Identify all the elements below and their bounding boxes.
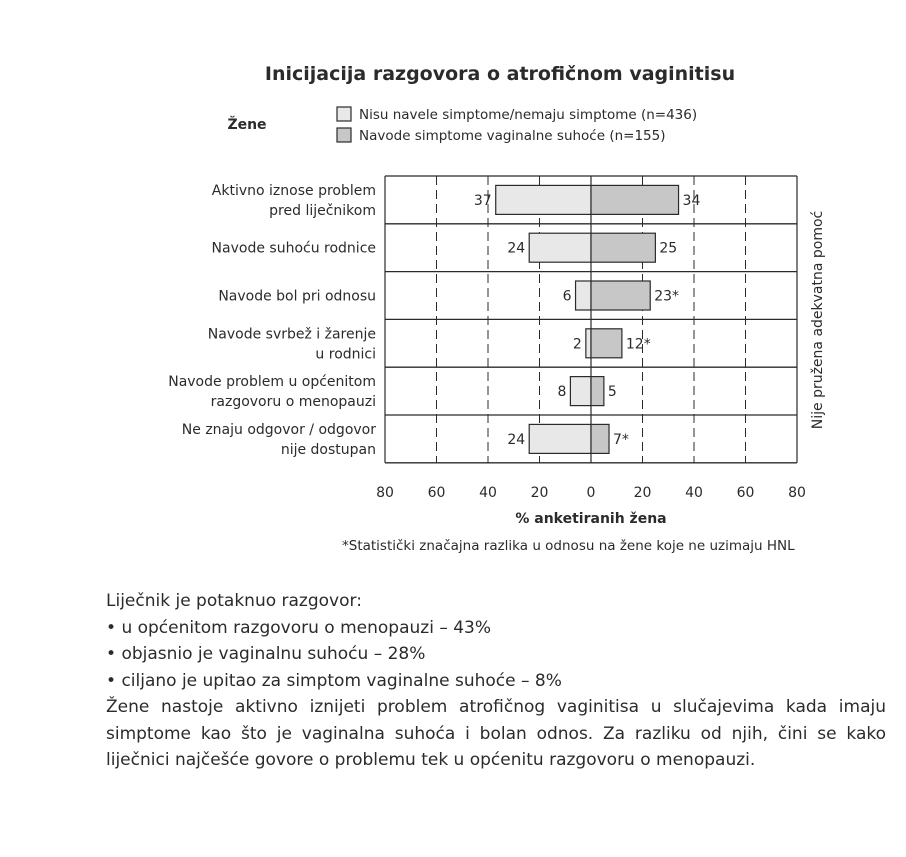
- chart-title: Inicijacija razgovora o atrofičnom vaginitisu: [264, 63, 736, 85]
- bar-left: [529, 233, 591, 262]
- x-tick-label: 40: [685, 485, 703, 501]
- x-tick-label: 80: [788, 485, 806, 501]
- legend-label-left: Nisu navele simptome/nemaju simptome (n=436): [359, 107, 698, 123]
- bullet-item: • u općenitom razgovoru o menopauzi – 43%: [106, 615, 886, 642]
- body-text: [106, 588, 886, 774]
- data-label-right: 12*: [625, 336, 651, 353]
- category-label: Navode problem u općenitom: [168, 374, 376, 391]
- bar-right: [591, 281, 650, 310]
- x-tick-label: 60: [736, 485, 755, 501]
- summary-paragraph: Žene nastoje aktivno iznijeti problem atrofičnog vaginitisa u slučajevima kada imaju simptome kao što je vaginalna suhoća i bolan odnos. Za razliku od njih, čini se kako liječnici najčešće govore o problemu tek u općenitu razgovoru o menopauzi.: [106, 697, 886, 770]
- legend-label-right: Navode simptome vaginalne suhoće (n=155): [359, 128, 666, 144]
- bar-right: [591, 424, 609, 453]
- category-label: u rodnici: [315, 346, 376, 363]
- x-tick-label: 20: [633, 485, 652, 501]
- x-tick-label: 40: [479, 485, 497, 501]
- data-label-right: 23*: [654, 288, 680, 305]
- footnote: *Statistički značajna razlika u odnosu na žene koje ne uzimaju HNL: [342, 538, 795, 554]
- bar-right: [591, 233, 655, 262]
- x-tick-label: 60: [427, 485, 446, 501]
- group-label: Žene: [227, 117, 267, 133]
- bullet-list: [106, 615, 886, 695]
- bar-left: [586, 329, 591, 358]
- bar-right: [591, 185, 679, 214]
- category-label: Navode svrbež i žarenje: [207, 326, 376, 343]
- data-label-left: 24: [507, 240, 526, 257]
- right-side-label: Nije pružena adekvatna pomoć: [810, 210, 826, 430]
- category-label: Ne znaju odgovor / odgovor: [181, 421, 376, 438]
- legend-swatch-right: [337, 128, 351, 142]
- x-tick-labels: [376, 485, 806, 501]
- data-label-right: 25: [659, 240, 678, 257]
- data-label-right: 7*: [613, 431, 629, 448]
- data-label-left: 2: [572, 336, 582, 353]
- data-label-right: 5: [607, 384, 617, 401]
- bar-right: [591, 377, 604, 406]
- bar-left: [496, 185, 591, 214]
- bar-left: [570, 377, 591, 406]
- category-labels: [168, 183, 376, 458]
- intro-text: Liječnik je potaknuo razgovor:: [106, 591, 362, 611]
- category-label: nije dostupan: [280, 441, 376, 458]
- category-label: Navode bol pri odnosu: [218, 288, 376, 305]
- category-label: razgovoru o menopauzi: [210, 394, 376, 411]
- x-tick-label: 20: [530, 485, 549, 501]
- data-label-left: 8: [557, 384, 567, 401]
- data-label-left: 24: [507, 431, 526, 448]
- x-axis-label: % anketiranih žena: [515, 511, 667, 527]
- x-tick-label: 0: [586, 485, 596, 501]
- data-label-left: 6: [562, 288, 572, 305]
- legend-swatch-left: [337, 107, 351, 121]
- category-label: Aktivno iznose problem: [211, 182, 376, 199]
- x-tick-label: 80: [376, 485, 394, 501]
- bullet-item: • objasnio je vaginalnu suhoću – 28%: [106, 641, 886, 668]
- data-label-left: 37: [473, 192, 492, 209]
- bar-left: [576, 281, 591, 310]
- data-label-right: 34: [682, 192, 701, 209]
- bullet-item: • ciljano je upitao za simptom vaginalne suhoće – 8%: [106, 668, 886, 695]
- bar-right: [591, 329, 622, 358]
- category-label: Navode suhoću rodnice: [211, 240, 376, 257]
- bar-left: [529, 424, 591, 453]
- category-label: pred liječnikom: [269, 202, 376, 219]
